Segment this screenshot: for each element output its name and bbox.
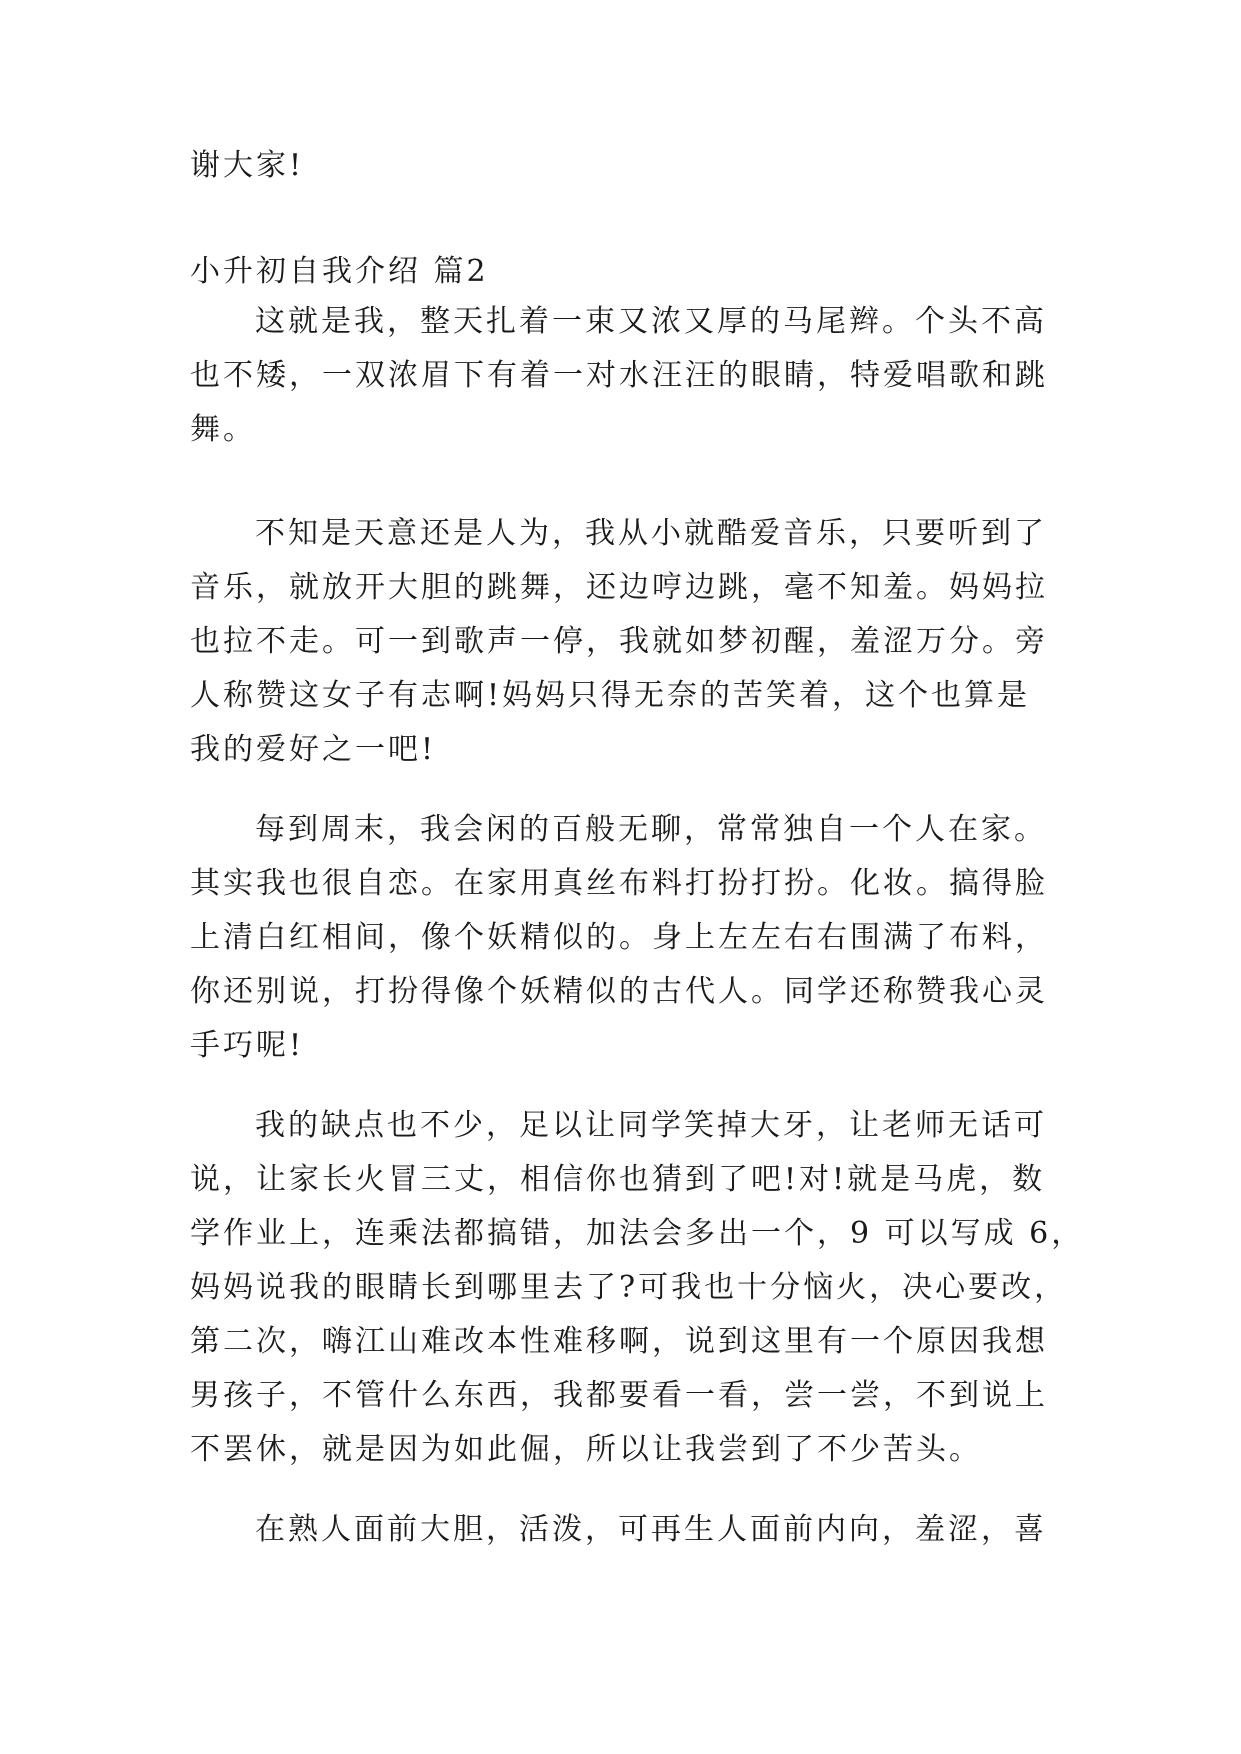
- paragraph-line: 我的爱好之一吧!: [190, 732, 437, 767]
- paragraph-line: 第二次，嗨江山难改本性难移啊，说到这里有一个原因我想: [190, 1324, 1048, 1359]
- paragraph-line: 音乐，就放开大胆的跳舞，还边哼边跳，毫不知羞。妈妈拉: [190, 570, 1048, 605]
- paragraph-line: 手巧呢!: [190, 1028, 305, 1063]
- paragraph-line: 人称赞这女子有志啊!妈妈只得无奈的苦笑着，这个也算是: [190, 678, 1031, 713]
- paragraph-line: 其实我也很自恋。在家用真丝布料打扮打扮。化妆。搞得脸: [190, 866, 1048, 901]
- paragraph-line: 你还别说，打扮得像个妖精似的古代人。同学还称赞我心灵: [190, 974, 1048, 1009]
- paragraph-line: 妈妈说我的眼睛长到哪里去了?可我也十分恼火，决心要改，: [190, 1270, 1068, 1305]
- section-title: 小升初自我介绍 篇2: [190, 254, 489, 289]
- paragraph-line: 学作业上，连乘法都搞错，加法会多出一个，9 可以写成 6，: [190, 1216, 1085, 1251]
- paragraph-line: 每到周末，我会闲的百般无聊，常常独自一个人在家。: [255, 812, 1047, 847]
- paragraph-line: 也不矮，一双浓眉下有着一对水汪汪的眼睛，特爱唱歌和跳: [190, 358, 1048, 393]
- paragraph-line: 我的缺点也不少，足以让同学笑掉大牙，让老师无话可: [255, 1108, 1047, 1143]
- paragraph-line: 不知是天意还是人为，我从小就酷爱音乐，只要听到了: [255, 516, 1047, 551]
- paragraph-line: 说，让家长火冒三丈，相信你也猜到了吧!对!就是马虎，数: [190, 1162, 1046, 1197]
- paragraph-line: 不罢休，就是因为如此倔，所以让我尝到了不少苦头。: [190, 1432, 982, 1467]
- paragraph-line: 上清白红相间，像个妖精似的。身上左左右右围满了布料，: [190, 920, 1048, 955]
- paragraph-line: 也拉不走。可一到歌声一停，我就如梦初醒，羞涩万分。旁: [190, 624, 1048, 659]
- paragraph-line: 这就是我，整天扎着一束又浓又厚的马尾辫。个头不高: [255, 304, 1047, 339]
- paragraph-line: 在熟人面前大胆，活泼，可再生人面前内向，羞涩，喜: [255, 1512, 1047, 1547]
- paragraph-line: 男孩子，不管什么东西，我都要看一看，尝一尝，不到说上: [190, 1378, 1048, 1413]
- paragraph-line: 舞。: [190, 412, 256, 447]
- closing-line: 谢大家!: [190, 148, 305, 183]
